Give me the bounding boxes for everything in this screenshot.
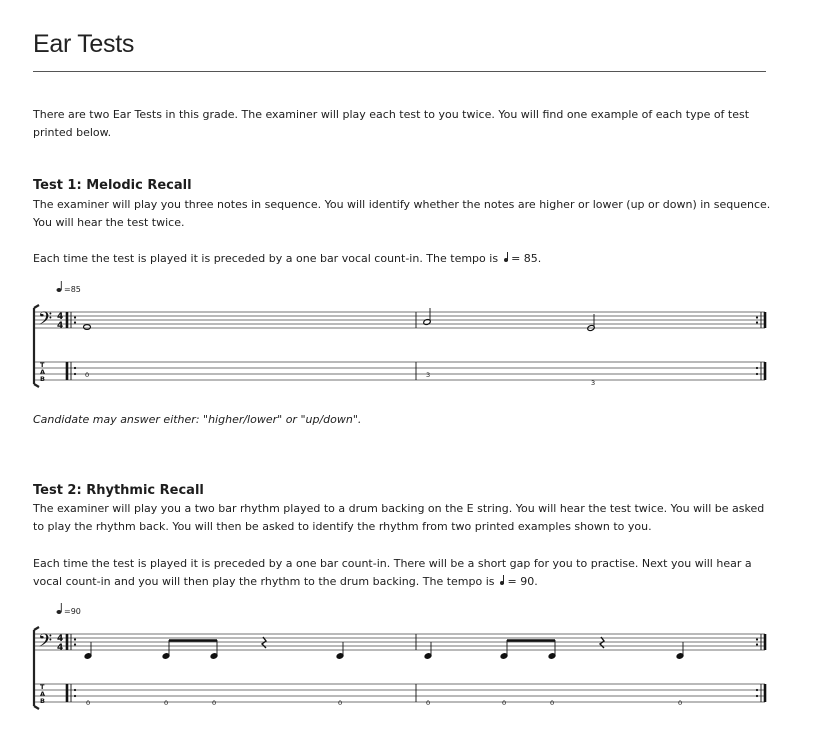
bass-clef-icon: 𝄢 [38, 309, 53, 334]
tab-number: 0 [678, 699, 683, 707]
svg-text:4: 4 [57, 634, 64, 644]
svg-text:=85: =85 [64, 285, 81, 294]
test2-tab-lines [35, 684, 765, 702]
test1-heading: Test 1: Melodic Recall [33, 178, 192, 193]
test1-notation [30, 278, 770, 388]
tab-number: 0 [164, 699, 169, 707]
svg-text:4: 4 [57, 321, 64, 331]
test1-countin-pre: Each time the test is played it is preceded by a one bar vocal count-in. The tempo is [33, 252, 499, 265]
svg-text:4: 4 [57, 643, 64, 653]
tab-number: 0 [426, 699, 431, 707]
svg-text:4: 4 [57, 312, 64, 322]
test2-bar1-notes [84, 637, 344, 659]
tab-number: 0 [502, 699, 507, 707]
title-divider [33, 71, 766, 72]
tab-number: 3 [426, 371, 431, 379]
tab-number: 0 [212, 699, 217, 707]
test2-countin-pre: Each time the test is played it is preceded by a one bar count-in. There will be a short gap for you to practise. Next you will hear a vocal count-in and you will then play the rhythm to the drum backing. The tempo is [33, 557, 752, 588]
test1-tempo-mark [57, 281, 81, 294]
test2-notation [30, 600, 770, 712]
test2-tempo-mark [57, 603, 81, 616]
test2-description: The examiner will play you a two bar rhythm played to a drum backing on the E string. You will hear the test twice. You will be asked to play the rhythm back. You will then be asked to identify the rhythm from two printed examples shown to you. [33, 502, 765, 533]
tab-number: 3 [591, 379, 596, 387]
test1-staff-lines [35, 312, 765, 328]
test1-description: The examiner will play you three notes in sequence. You will identify whether the notes are higher or lower (up or down) in sequence. You will hear the test twice. [33, 198, 771, 229]
tab-number: 0 [338, 699, 343, 707]
svg-text:B: B [40, 375, 45, 383]
svg-text:B: B [40, 697, 45, 705]
crotchet-icon [500, 581, 504, 585]
page-title: Ear Tests [33, 30, 135, 58]
test1-tab-lines [35, 362, 765, 380]
crotchet-icon [504, 258, 508, 262]
svg-text:A: A [40, 690, 46, 698]
test2-countin-text [33, 555, 773, 590]
svg-text:T: T [40, 683, 45, 691]
test1-answer-note: Candidate may answer either: "higher/lower" or "up/down". [33, 413, 362, 426]
tab-number: 0 [550, 699, 555, 707]
whole-note [84, 325, 91, 330]
tab-number: 0 [86, 699, 91, 707]
test2-countin-post: = 90. [507, 574, 538, 588]
svg-text:T: T [40, 361, 45, 369]
test1-countin-text [33, 250, 773, 268]
test2-heading: Test 2: Rhythmic Recall [33, 483, 204, 498]
test2-bar2-notes [424, 637, 684, 659]
test1-countin-post: = 85. [511, 252, 542, 265]
svg-text:=90: =90 [64, 607, 81, 616]
svg-text:A: A [40, 368, 46, 376]
bass-clef-icon: 𝄢 [38, 631, 53, 656]
intro-paragraph: There are two Ear Tests in this grade. The examiner will play each test to you twice. You will find one example of each type of test printed below. [33, 108, 750, 139]
tab-number: 0 [85, 371, 90, 379]
test2-staff-lines [35, 634, 765, 650]
